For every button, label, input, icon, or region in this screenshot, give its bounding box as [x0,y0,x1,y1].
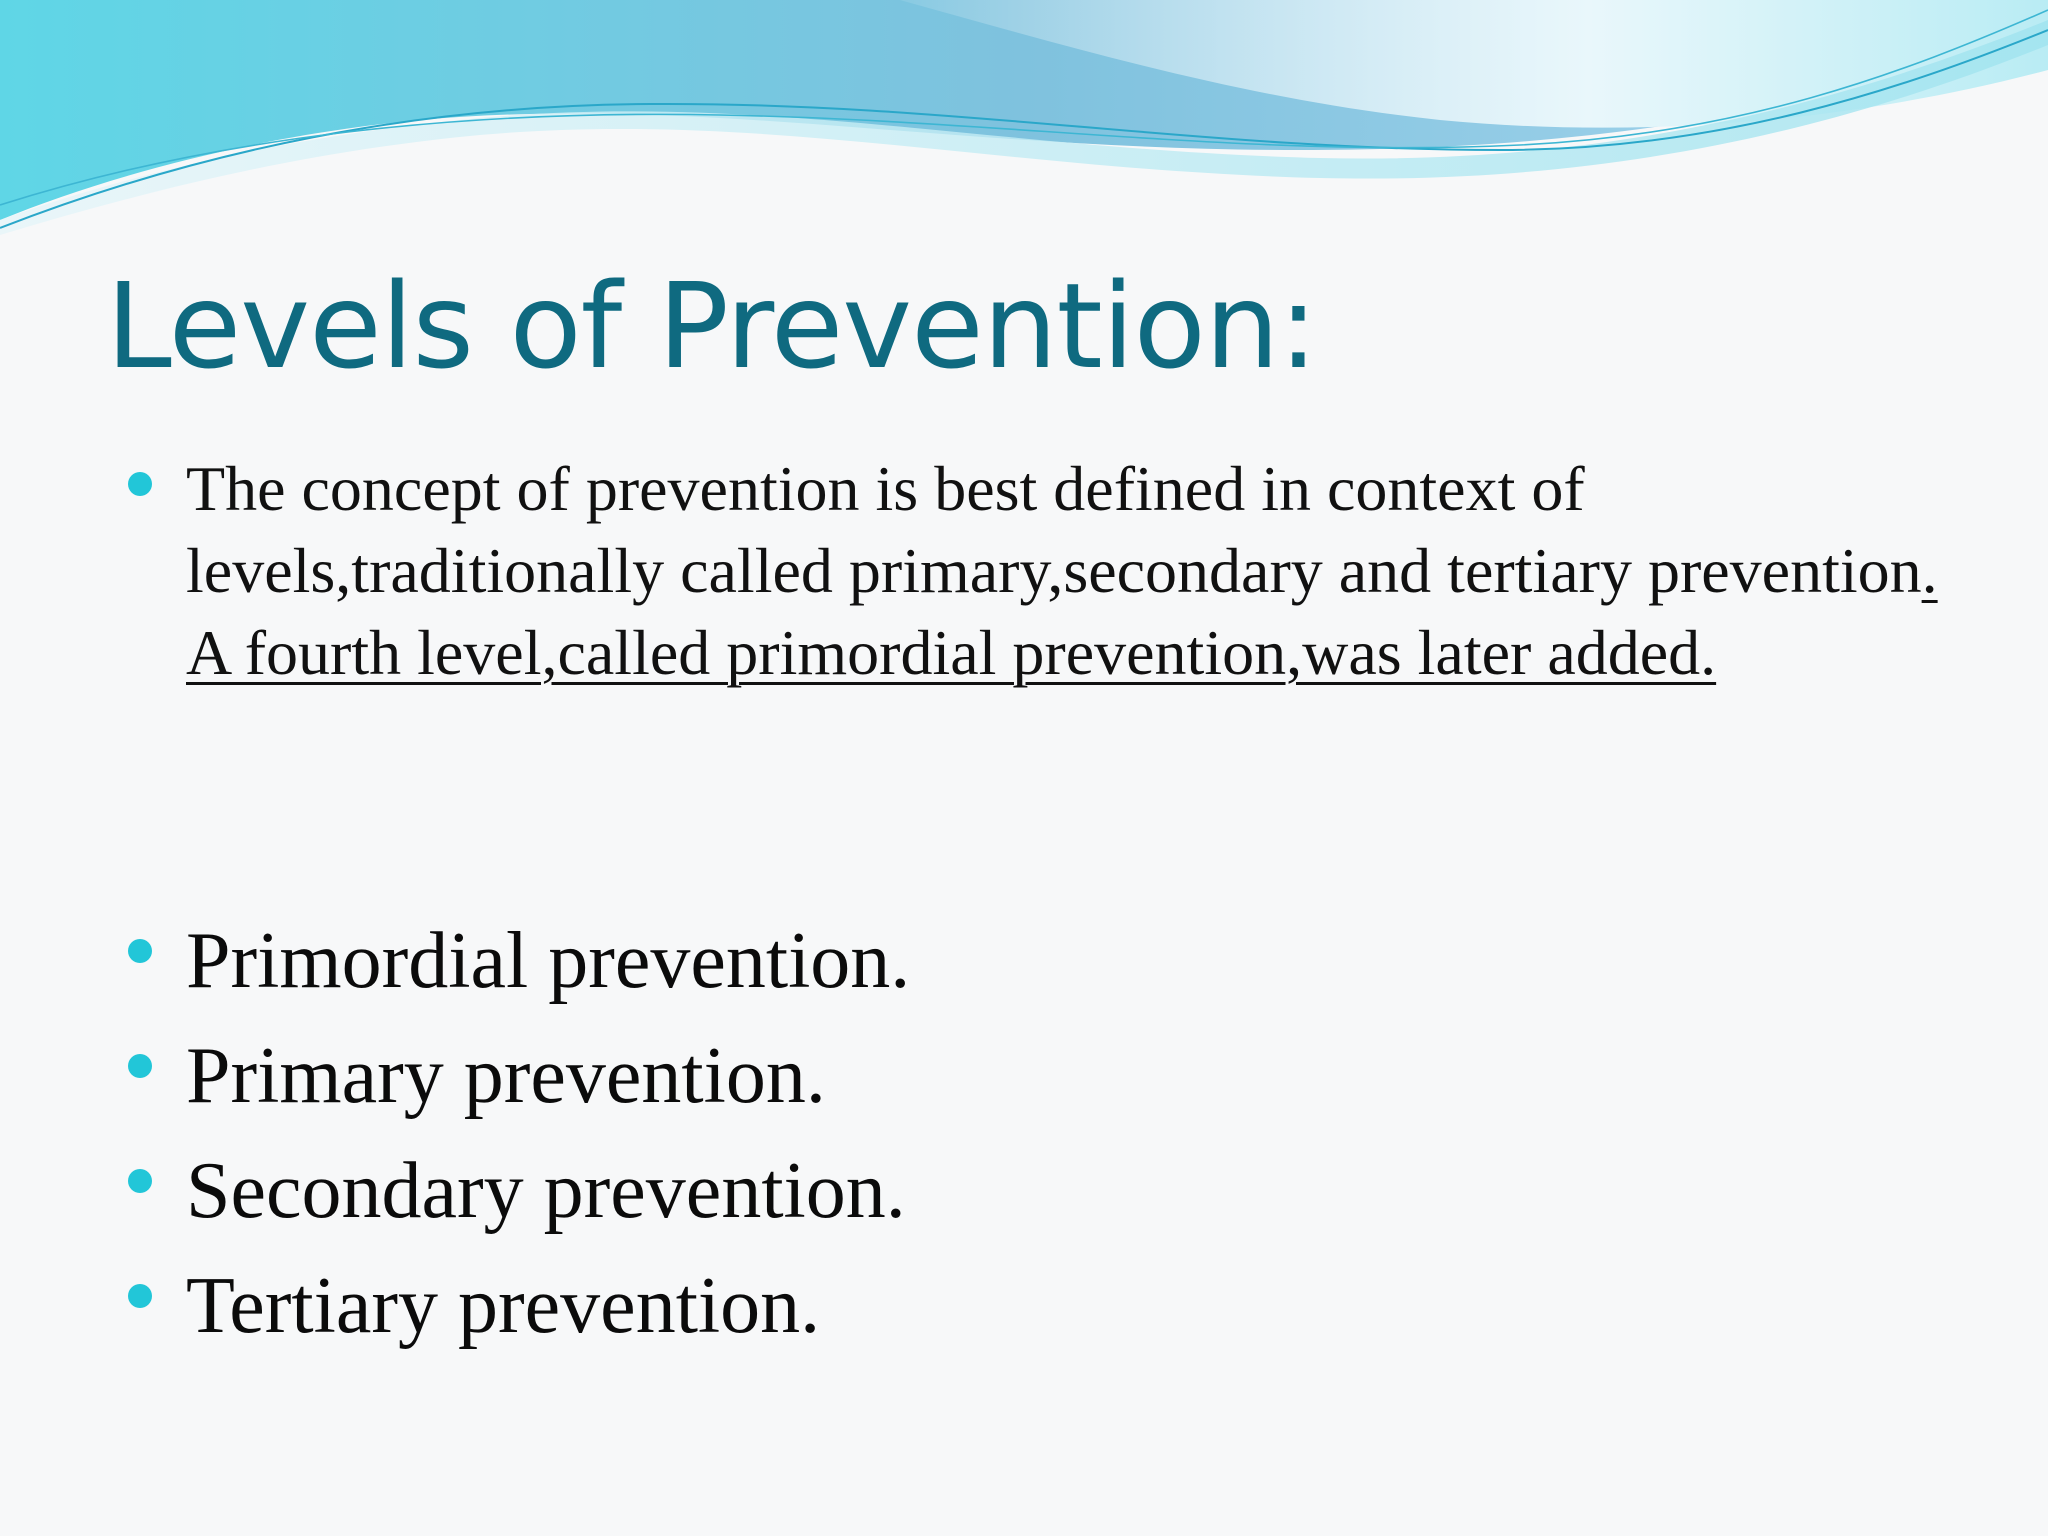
level-bullet-icon [128,1054,152,1078]
decorative-wave-header [0,0,2048,240]
level-bullet-icon [128,939,152,963]
level-bullet-icon [128,1169,152,1193]
intro-paragraph [186,448,1946,694]
list-item-secondary: Secondary prevention. [186,1147,906,1235]
list-item-primary: Primary prevention. [186,1032,826,1120]
intro-bullet-icon [128,472,152,496]
intro-text-underlined: . A fourth level,called primordial prevention,was later added. [186,535,1938,688]
level-bullet-icon [128,1284,152,1308]
list-item-primordial: Primordial prevention. [186,917,911,1005]
intro-text-plain: The concept of prevention is best defined in context of levels,traditionally called primary,secondary and tertiary prevention [186,453,1922,606]
slide-title: Levels of Prevention: [106,257,1318,395]
prevention-levels-list [186,904,910,1364]
list-item-tertiary: Tertiary prevention. [186,1262,821,1350]
